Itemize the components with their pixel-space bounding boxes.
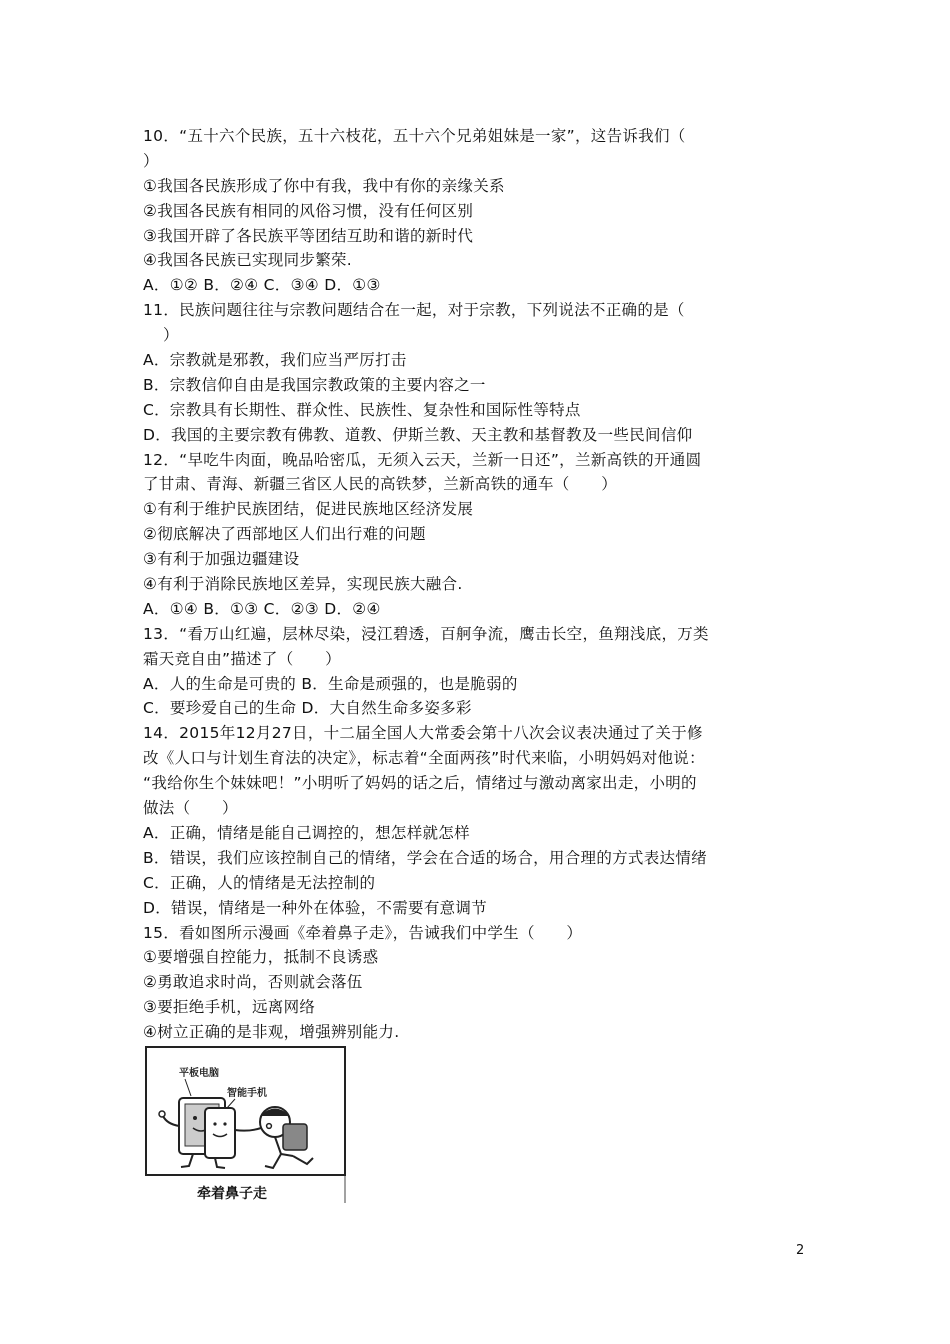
text-line: 霜天竞自由”描述了（ ） (143, 649, 341, 668)
text-line: ③有利于加强边疆建设 (143, 550, 300, 569)
text-line: A．①② B．②④ C．③④ D．①③ (143, 276, 381, 295)
label-phone: 智能手机 (227, 1088, 267, 1099)
text-line: A．人的生命是可贵的 B．生命是顽强的，也是脆弱的 (143, 674, 518, 693)
text-line: C．宗教具有长期性、群众性、民族性、复杂性和国际性等特点 (143, 400, 581, 419)
text-line: B．错误，我们应该控制自己的情绪，学会在合适的场合，用合理的方式表达情绪 (143, 848, 707, 867)
text-line: 11．民族问题往往与宗教问题结合在一起，对于宗教，下列说法不正确的是（ (143, 301, 685, 320)
text-line: D．我国的主要宗教有佛教、道教、伊斯兰教、天主教和基督教及一些民间信仰 (143, 425, 693, 444)
page-number: 2 (796, 1243, 805, 1258)
label-tablet: 平板电脑 (179, 1068, 219, 1079)
text-line: 改《人口与计划生育法的决定》，标志着“全面两孩”时代来临，小明妈妈对他说： (143, 749, 705, 768)
text-line: ④树立正确的是非观，增强辨别能力. (143, 1023, 400, 1042)
text-line: ②我国各民族有相同的风俗习惯，没有任何区别 (143, 201, 474, 220)
text-line: ①我国各民族形成了你中有我，我中有你的亲缘关系 (143, 176, 505, 195)
text-line: “我给你生个妹妹吧！”小明听了妈妈的话之后，情绪过与激动离家出走，小明的 (143, 774, 697, 793)
text-line: ②勇敢追求时尚，否则就会落伍 (143, 973, 363, 992)
text-line: A．①④ B．①③ C．②③ D．②④ (143, 599, 381, 618)
text-line: 10．“五十六个民族，五十六枝花，五十六个兄弟姐妹是一家”，这告诉我们（ (143, 127, 686, 145)
text-line: C．正确，人的情绪是无法控制的 (143, 873, 376, 892)
text-line: A．正确，情绪是能自己调控的，想怎样就怎样 (143, 823, 470, 842)
question-text (143, 124, 823, 1045)
text-line: ②彻底解决了西部地区人们出行难的问题 (143, 525, 426, 544)
text-line: 做法（ ） (143, 799, 238, 818)
text-line: ③我国开辟了各民族平等团结互助和谐的新时代 (143, 226, 474, 245)
backpack-icon (283, 1124, 307, 1150)
text-line: ①要增强自控能力，抵制不良诱惑 (143, 948, 379, 967)
text-line: 14．2015年12月27日，十二届全国人大常委会第十八次会议表决通过了关于修 (143, 724, 703, 743)
text-line: C．要珍爱自己的生命 D．大自然生命多姿多彩 (143, 699, 472, 718)
text-line: ④有利于消除民族地区差异，实现民族大融合. (143, 575, 463, 594)
cartoon-illustration (145, 1046, 347, 1204)
text-line: 13．“看万山红遍，层林尽染，浸江碧透，百舸争流，鹰击长空，鱼翔浅底，万类 (143, 624, 709, 643)
text-line: A．宗教就是邪教，我们应当严厉打击 (143, 351, 407, 370)
text-line: D．错误，情绪是一种外在体验，不需要有意调节 (143, 898, 488, 917)
text-line: ） (143, 151, 159, 170)
text-line: ④我国各民族已实现同步繁荣. (143, 251, 353, 270)
text-line: ③要拒绝手机，远离网络 (143, 998, 316, 1017)
text-line: 15．看如图所示漫画《牵着鼻子走》，告诫我们中学生（ ） (143, 923, 583, 942)
text-line: ①有利于维护民族团结，促进民族地区经济发展 (143, 500, 474, 519)
text-line: ） (163, 326, 179, 345)
smartphone-icon (205, 1108, 235, 1158)
text-line: 12．“早吃牛肉面，晚品哈密瓜，无须入云天，兰新一日还”，兰新高铁的开通圆 (143, 450, 702, 469)
cartoon-figure (145, 1046, 347, 1204)
text-line: 了甘肃、青海、新疆三省区人民的高铁梦，兰新高铁的通车（ ） (143, 475, 618, 494)
cartoon-caption: 牵着鼻子走 (197, 1186, 267, 1202)
text-line: B．宗教信仰自由是我国宗教政策的主要内容之一 (143, 375, 486, 394)
